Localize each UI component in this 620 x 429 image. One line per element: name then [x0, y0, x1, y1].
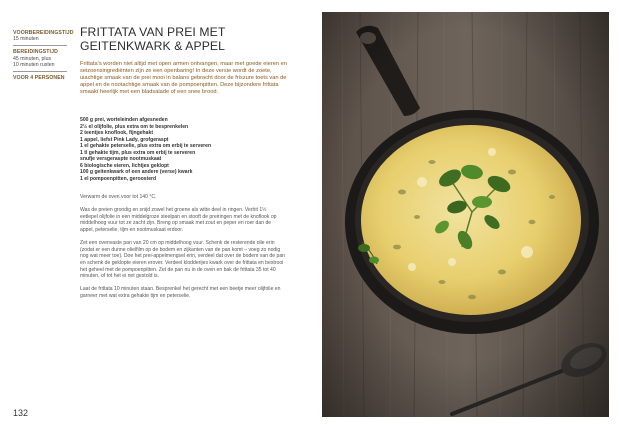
ingredient-item: 1 el gehakte peterselie, plus extra om erbij te serveren [80, 143, 212, 149]
method-step: Laat de frittata 10 minuten staan. Besprenkel het gerecht met een beetje meer olijfolie en garneer met wat extra gehakte tijm en peterselie. [80, 286, 281, 299]
recipe-intro: Frittata’s worden niet altijd met open armen ontvangen, maar met goede eieren en seizoensingrediënten zijn ze een openbaring! In deze versie wordt de zoete, uiachtige smaak van de prei mooi in balans gebracht door de friszure toets van de appel en de nootachtige smaak van de pompoenpitten. Deze bijzondere frittata smaakt heerlijk met een bladsalade of een snee brood. [80, 61, 287, 96]
ingredient-item: 1 tl gehakte tijm, plus extra om erbij te serveren [80, 149, 196, 156]
page-number: 132 [13, 408, 29, 418]
ingredient-list [80, 117, 280, 182]
ingredient-item: 2 teentjes knoflook, fijngehakt [80, 130, 154, 136]
recipe-title-line-1: FRITTATA VAN PREI MET [80, 25, 226, 39]
frittata-photo [322, 12, 609, 417]
recipe-title [80, 26, 295, 53]
cook-time-label: BEREIDINGSTIJD [13, 49, 58, 56]
ingredient-item: 100 g geitenkwark of een andere (verse) kwark [80, 169, 193, 175]
divider [13, 71, 67, 72]
recipe-meta-sidebar [13, 30, 74, 82]
cook-time [13, 49, 67, 68]
prep-time-label: VOORBEREIDINGSTIJD [13, 30, 74, 36]
cook-time-value-1: 45 minuten, plus [13, 55, 52, 62]
ingredient-item: 1 el pompoenpitten, geroosterd [80, 175, 157, 182]
ingredient-item: 2½ el olijfolie, plus extra om te besprenkelen [80, 123, 189, 130]
ingredient-item: 1 appel, liefst Pink Lady, grofgeraspt [80, 136, 169, 143]
prep-time-value: 15 minuten [13, 36, 39, 43]
ingredient-item: 500 g prei, worteleinden afgesneden [80, 117, 168, 123]
ingredient-item: snufje versgeraspte nootmuskaat [80, 156, 162, 162]
divider [13, 45, 67, 46]
servings [13, 75, 67, 81]
ingredient-item: 6 biologische eieren, lichtjes geklopt [80, 162, 169, 169]
prep-time [13, 30, 74, 43]
servings-label: VOOR 4 PERSONEN [13, 75, 65, 82]
recipe-title-line-2: GEITENKWARK & APPEL [80, 38, 226, 53]
frittata-illustration [322, 12, 609, 417]
method-steps [80, 194, 285, 306]
cook-time-value-2: 10 minuten rusten [13, 61, 55, 68]
method-step: Was de preien grondig en snijd zowel het groene als witte deel in ringen. Verhit 1½ eetlepel olijfolie in een middelgroze steelpan en stooft de preiringen met de knoflook op middelhoog vuur tot ze zacht zijn. Breng op smaak met zout en peper en roer dan de appel, peterselie, tijm en nootmuskaat erdoor. [80, 207, 277, 233]
method-step: Verwarm de oven voor tot 140 °C. [80, 194, 157, 200]
method-step: Zet een ovenvaste pan van 20 cm op middelhoog vuur. Schenk de resterende olie erin (zodat er een dunne olielfilm op de bodem en zijkanten van de pan komt – voeg zo nodig nog wat meer toe). Doe het prei-appelmengsel erin, verdeel dat over de bodem van de pan en schenk de geklopte eieren erover. Verdeel klodderijes kwark over de frittata en bestrooi het geheel met de pompoenpitten. Zet de pan nu in de oven en bak de frittata 35 tot 40 minuten, of tot het ei net gestold is. [80, 240, 286, 280]
